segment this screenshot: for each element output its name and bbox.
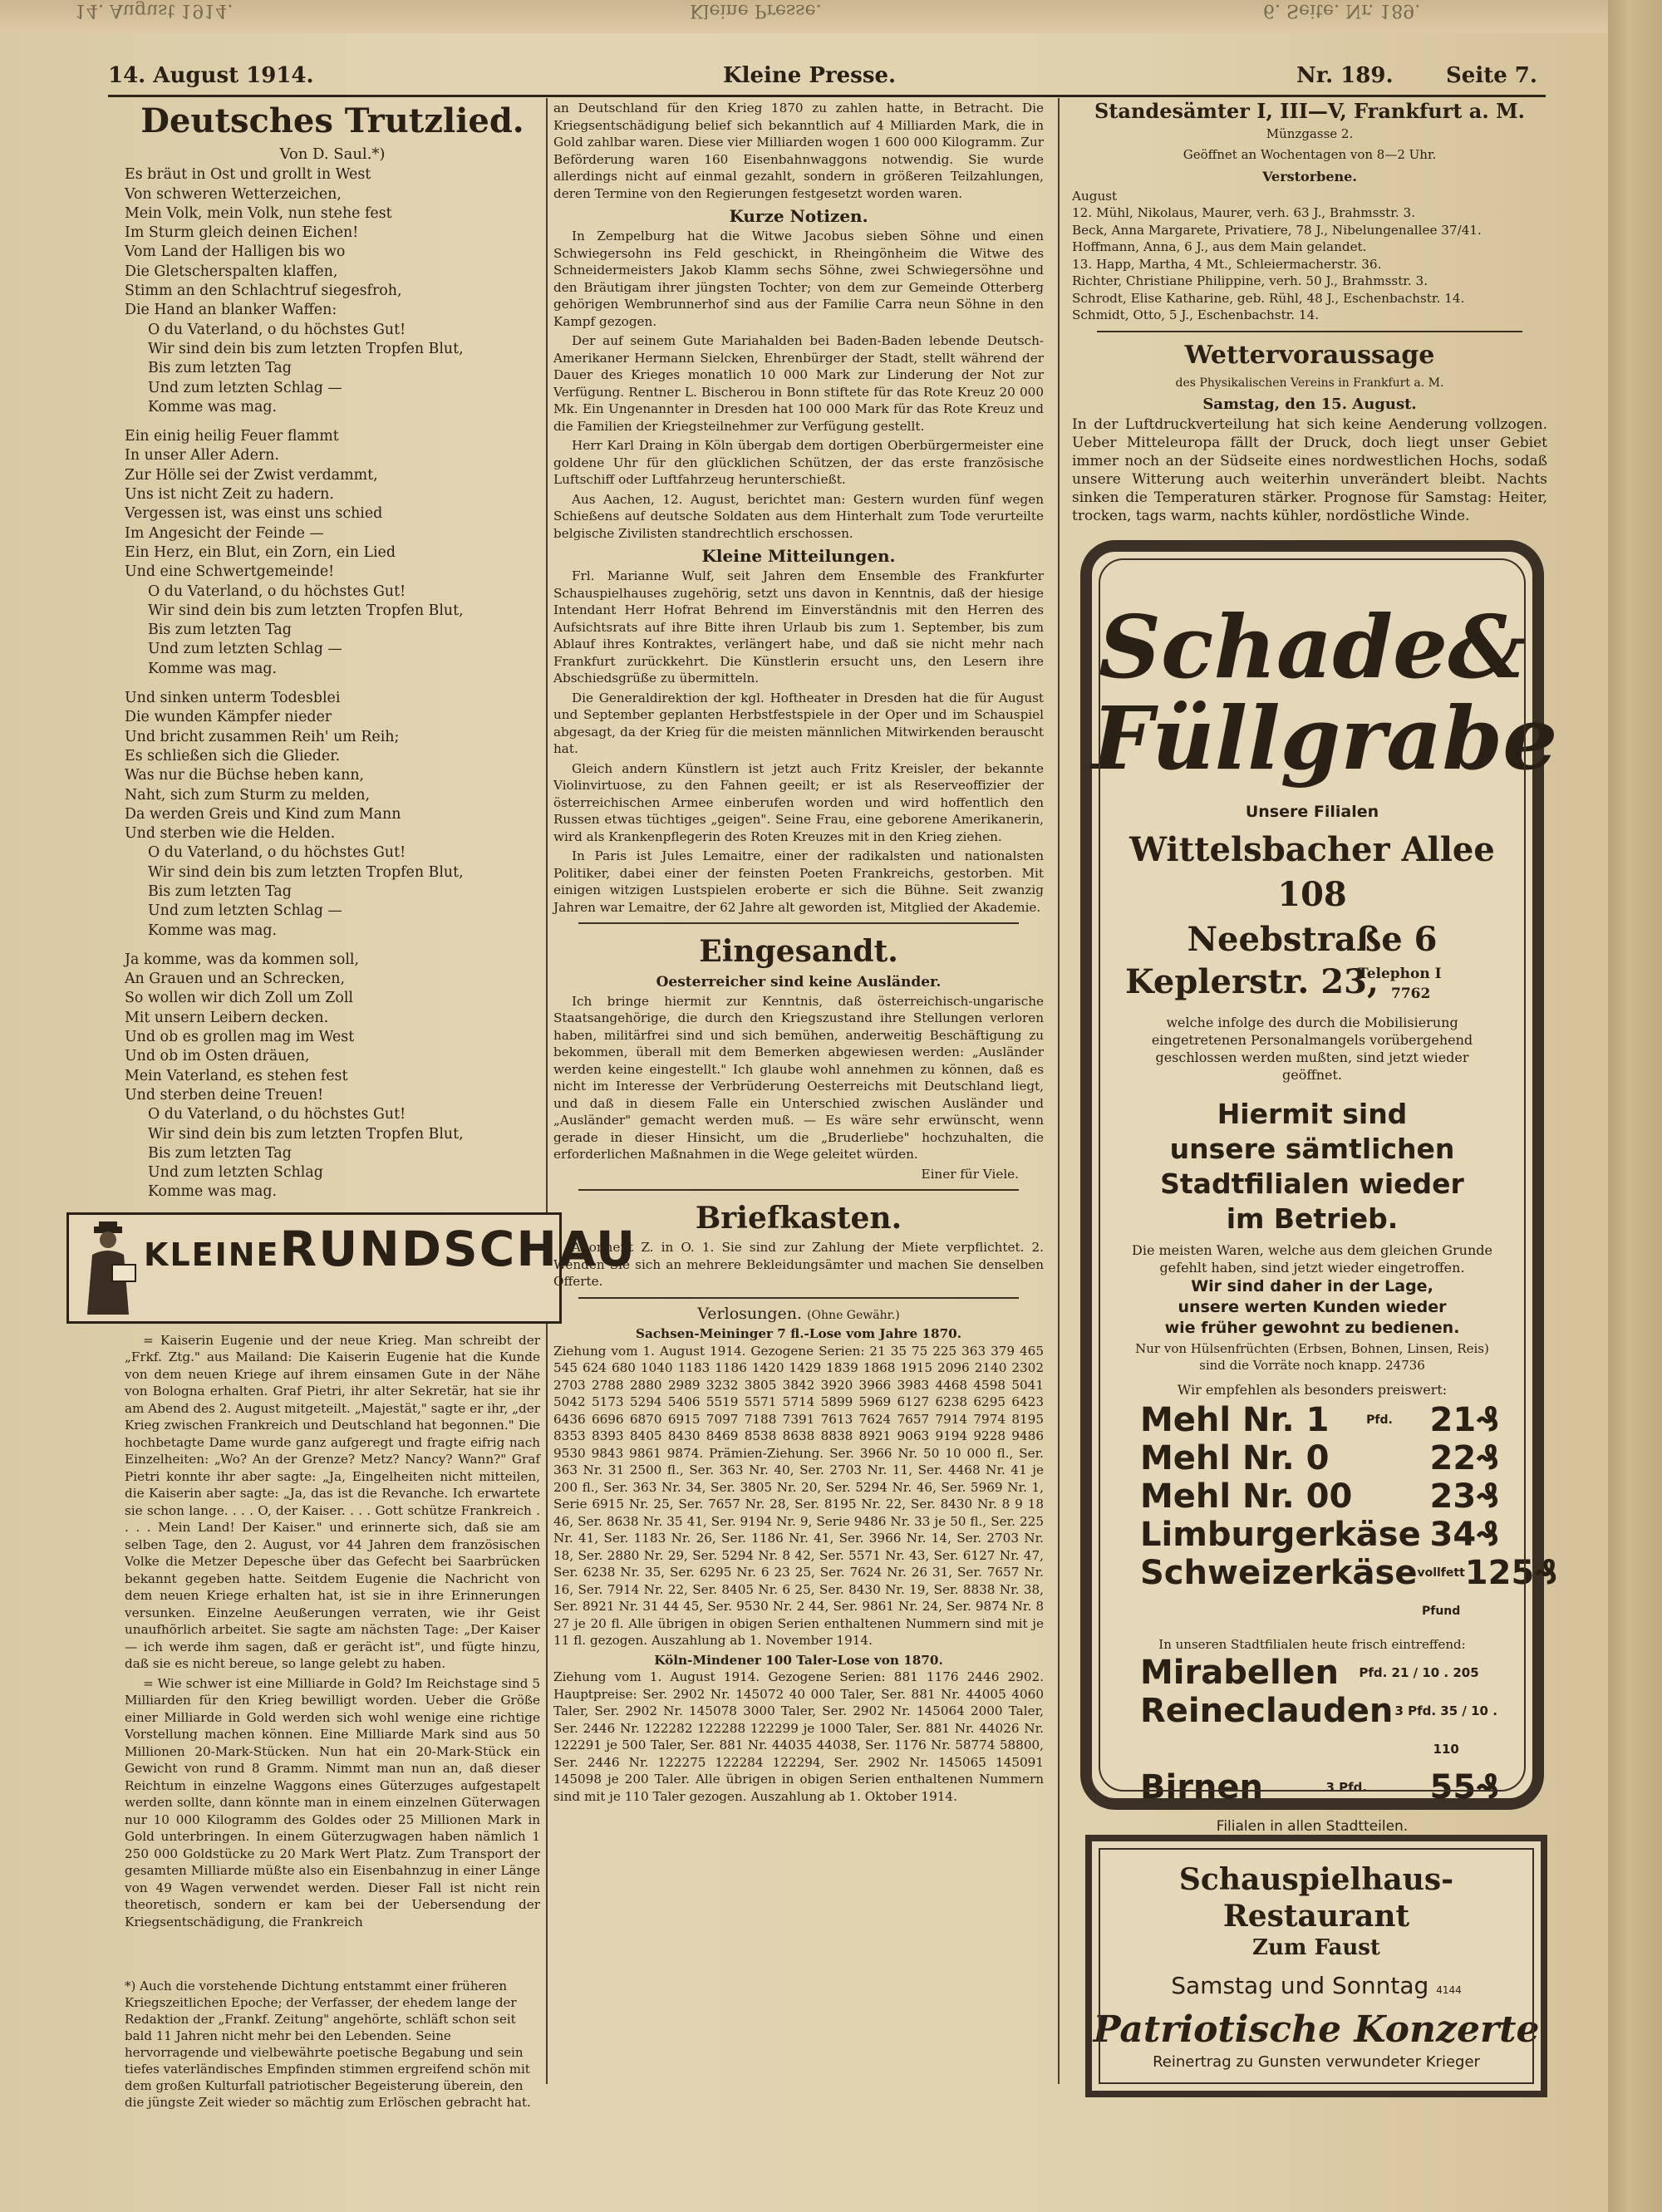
verlosungen-header: Verlosungen. (Ohne Gewähr.) (697, 1304, 900, 1323)
poem-line: Die Hand an blanker Waffen: (125, 302, 337, 319)
fruit-detail: 3 Pfd. (1325, 1780, 1368, 1795)
ad-address-3-row (1092, 962, 1532, 1010)
poem-line: O du Vaterland, o du höchstes Gut! (148, 1106, 406, 1123)
poem-line: Bis zum letzten Tag (148, 882, 292, 900)
ad-schade-fuellgrabe (1080, 540, 1558, 1835)
poem-line: An Grauen und an Schrecken, (125, 971, 345, 988)
poem-line: Uns ist nicht Zeit zu hadern. (125, 486, 334, 504)
poem-line: Die wunden Kämpfer nieder (125, 709, 332, 726)
poem-line: Und zum letzten Schlag (148, 1164, 323, 1182)
reader-figure-icon (79, 1222, 137, 1315)
price-unit: vollfett Pfund (1417, 1566, 1465, 1618)
price-value: 22₰ (1429, 1439, 1499, 1477)
verlosung-heading: Köln-Mindener 100 Taler-Lose von 1870. (654, 1652, 943, 1668)
ad-closed-note: welche infolge des durch die Mobilisierung eingetretenen Personalmangels vorübergehend geschlossen werden mußten, sind jetzt wieder geöffnet. (1151, 1015, 1473, 1083)
poem-line: Zur Hölle sei der Zwist verdammt, (125, 466, 378, 484)
ad-stock-note: Die meisten Waren, welche aus dem gleichen Grunde gefehlt haben, sind jetzt wieder eingetroffen. (1132, 1242, 1492, 1276)
ad-serve-block: Wir sind daher in der Lage, unsere werten Kunden wieder wie früher gewohnt zu bedienen. (1164, 1277, 1460, 1337)
article-continuation: an Deutschland für den Krieg 1870 zu zahlen hatte, in Betracht. Die Kriegsentschädigung belief sich bekanntlich auf 4 Milliarden Mark, die in Gold zahlbar waren. Diese vier Milliarden wogen 1 600 000 Kilogramm. Zur Beförderung waren 160 Eisenbahnwaggons notwendig. Sie wurde allerdings nicht auf einmal gezahlt, sondern in größeren Teilzahlungen, deren Termine von den Regierungen festgesetzt worden waren. (553, 101, 1044, 201)
poem-stanza (125, 689, 540, 941)
column-rule (546, 98, 548, 2084)
ad-address-2: Neebstraße 6 (1187, 920, 1438, 959)
poem-line: In unser Aller Adern. (125, 447, 279, 465)
poem-line: Es bräut in Ost und grollt in West (125, 166, 371, 184)
kurze-item: In Zempelburg hat die Witwe Jacobus sieben Söhne und einen Schwiegersohn ins Feld geschickt, in Rheingönheim die Witwe des Schneidermeisters Jakob Klamm sechs Söhne, zwei Schwiegersöhne und den Bräutigam ihrer jüngsten Tochter; von dem zur Gemeinde Otterberg gehörigen Wembrunnerhof sind aus der Familie Carra neun Söhne in den Kampf gezogen. (553, 229, 1044, 329)
poem-line: O du Vaterland, o du höchstes Gut! (148, 844, 406, 862)
price-unit: Pfd. (1366, 1413, 1393, 1427)
ad-footer: Filialen in allen Stadtteilen. (1216, 1818, 1409, 1835)
verlosung-heading: Sachsen-Meininger 7 fl.-Lose vom Jahre 1870. (635, 1326, 961, 1341)
ad2-line2: Zum Faust (1252, 1935, 1380, 1960)
divider (578, 1297, 1019, 1299)
fruit-item: Mirabellen (1140, 1654, 1340, 1692)
poem-line: Ein Herz, ein Blut, ein Zorn, ein Lied (125, 543, 396, 561)
header-page: Seite 7. (1446, 63, 1537, 88)
poem-line: Vergessen ist, was einst uns schied (125, 505, 383, 523)
poem-line: Wir sind dein bis zum letzten Tropfen Blut, (148, 1125, 464, 1143)
page-header (108, 58, 1546, 97)
poem-line: Ein einig heilig Feuer flammt (125, 428, 339, 445)
divider (578, 1189, 1019, 1191)
column-rule (1058, 98, 1060, 2084)
column-2 (553, 100, 1044, 1807)
wetter-day: Samstag, den 15. August. (1202, 396, 1417, 414)
standesamt-hours: Geöffnet an Wochentagen von 8—2 Uhr. (1183, 147, 1437, 163)
price-value: 34₰ (1429, 1516, 1499, 1554)
poem-line: Und zum letzten Schlag — (148, 379, 342, 396)
poem-line: Und zum letzten Schlag — (148, 641, 342, 658)
poem-author: Von D. Saul.*) (279, 145, 386, 163)
death-entry: Beck, Anna Margarete, Privatiere, 78 J., Nibelungenallee 37/41. (1072, 222, 1482, 238)
price-item: Schweizerkäse (1140, 1554, 1418, 1592)
ad2-line1: Schauspielhaus-Restaurant (1178, 1862, 1454, 1934)
poem-line: Komme was mag. (148, 660, 278, 677)
poem-line: Stimm an den Schlachtruf siegesfroh, (125, 283, 402, 300)
death-entry: 13. Happ, Martha, 4 Mt., Schleiermacherstr. 36. (1072, 256, 1382, 272)
poem-line: Ja komme, was da kommen soll, (125, 951, 359, 968)
poem-line: Und sterben deine Treuen! (125, 1086, 324, 1104)
column-1 (125, 100, 637, 1933)
wetter-source: des Physikalischen Vereins in Frankfurt a. M. (1175, 376, 1444, 390)
header-masthead: Kleine Presse. (723, 63, 897, 88)
briefkasten-body: Abonnent Z. in O. 1. Sie sind zur Zahlung der Miete verpflichtet. 2. Wenden Sie sich an mehrere Bekleidungsämter und machen Sie denselben Offerte. (553, 1240, 1044, 1289)
ad-telephone-number: 7762 (1391, 986, 1431, 1002)
poem-line: Vom Land der Halligen bis wo (125, 243, 346, 261)
eingesandt-title: Eingesandt. (699, 934, 898, 969)
poem-line: Im Angesicht der Feinde — (125, 524, 324, 542)
verstorbene-month: August (1072, 188, 1118, 204)
poem-body (125, 165, 540, 1202)
fruit-item: Reineclauden (1140, 1692, 1394, 1730)
wetter-body: In der Luftdruckverteilung hat sich keine Aenderung vollzogen. Ueber Mitteleuropa fällt der Druck, doch liegt unser Gebiet immer noch an der Südseite eines nordwestlichen Hochs, sodaß unsere Witterung auch weiterhin unverändert bleibt. Nachts sinken die Temperaturen stärker. Prognose für Samstag: Heiter, trocken, tags warm, nachts kühler, nordöstliche Winde. (1072, 416, 1547, 525)
mitteilung-item: Frl. Marianne Wulf, seit Jahren dem Ensemble des Frankfurter Schauspielhauses zugehörig, setzt uns davon in Kenntnis, daß der hiesige Intendant Herr Hofrat Behrend im Einverständnis mit den Herren des Aufsichtsrats auf ihre Bitte ihren Urlaub bis zum 1. September, bis zum Ablauf ihres Kontraktes, verlängert habe, und daß sie nicht mehr nach Frankfurt zurückkehrt. Die Künstlerin ersucht uns, den Lesern ihre Abschiedsgrüße zu übermitteln. (553, 568, 1044, 686)
poem-line: Im Sturm gleich deinen Eichen! (125, 224, 359, 242)
price-value: 125₰ (1464, 1554, 1558, 1592)
ad-address-3: Keplerstr. 23, (1125, 962, 1379, 1001)
price-value: 21₰ (1429, 1401, 1499, 1439)
article-eugenie: = Kaiserin Eugenie und der neue Krieg. Man schreibt der „Frkf. Ztg." aus Mailand: Die Kaiserin Eugenie hat die Kunde von dem neuen Kriege auf ihrem einsamen Gute in der Nähe von Bologna erhalten. Graf Pietri, ihr alter Sekretär, hat sie ihr am Abend des 2. August mitgeteilt. „Majestät," sagte er ihr, „der Krieg zwischen Frankreich und Deutschland hat begonnen." Die hochbetagte Dame wurde ganz aufgeregt und fragte eifrig nach Einzelheiten: „Wo? An der Grenze? Metz? Nancy? Wann?" Graf Pietri konnte ihr aber sagte: „Ja, Eingelheiten nicht mitteilen, die Kaiserin aber sagte: „Ja, das ist die Revanche. Ich erwartete sie schon lange. . . . O, der Kaiser. . . . Gott schütze Frankreich . . . . Mein Land! Der Kaiser." und erinnerte sich, daß sie am selben Tage, den 2. August, vor 44 Jahren dem französischen Volke die Metzer Depesche über das Gefecht bei Saarbrücken bekannt gegeben hatte. Seitdem Eugenie die Nachricht von dem neuen Kriege erhalten hat, ist sie in ihre Erinnerungen versunken. Einzelne Aeußerungen verraten, wie ihr Geist unaufhörlich arbeitet. Sie sagte am nächsten Tage: „Der Kaiser — ich werde ihm sagen, daß er gerächt ist", und fügte hinzu, daß sie es nicht bereue, so lange gelebt zu haben. (125, 1332, 540, 1672)
ghost-header-right: 6. Seite. Nr. 189. (1263, 0, 1421, 21)
ghost-header-center: Kleine Presse. (690, 0, 822, 21)
fruit-detail: Pfd. 21 / 10 . 205 (1359, 1665, 1479, 1680)
verlosung-list: Ziehung vom 1. August 1914. Gezogene Serien: 21 35 75 225 363 379 465 545 624 680 1040 1183 1186 1420 1429 1839 1868 1915 2096 2140 2302 2703 2788 2880 2989 3232 3805 3842 3920 3966 3983 4468 4598 5041 5042 5173 5294 5406 5519 5571 5714 5899 5969 6127 6238 6295 6423 6436 6696 6870 6915 7097 7188 7391 7613 7624 7657 7914 7974 8195 8353 8393 8405 8430 8469 8538 8638 8838 8921 9063 9194 9228 9486 9530 9843 9861 9874. Prämien-Ziehung. Ser. 3966 Nr. 50 10 000 fl., Ser. 363 Nr. 31 2500 fl., Ser. 363 Nr. 40, Ser. 2703 Nr. 11, Ser. 4468 Nr. 41 je 200 fl., Ser. 363 Nr. 34, Ser. 3805 Nr. 20, Ser. 5294 Nr. 46, Ser. 5969 Nr. 1, Serie 6915 Nr. 25, Ser. 7657 Nr. 28, Ser. 8195 Nr. 22, Ser. 8430 Nr. 8 9 18 46, Ser. 8638 Nr. 35 41, Ser. 9194 Nr. 9, Serie 9486 Nr. 33 je 50 fl., Ser. 225 Nr. 41, Ser. 1183 Nr. 26, Ser. 1186 Nr. 41, Ser. 3966 Nr. 14, Ser. 2703 Nr. 18, Ser. 2880 Nr. 29, Ser. 5294 Nr. 8 42, Ser. 5571 Nr. 43, Ser. 6127 Nr. 47, Ser. 6238 Nr. 35, Ser. 6295 Nr. 6 23 25, Ser. 7624 Nr. 26 31, Ser. 7657 Nr. 16, Ser. 7914 Nr. 22, Ser. 8405 Nr. 6 25, Ser. 8430 Nr. 19, Ser. 8838 Nr. 38, Ser. 8921 Nr. 31 44 45, Ser. 9530 Nr. 2 44, Ser. 9861 Nr. 24, Ser. 9874 Nr. 8 27 je 20 fl. Alle übrigen in obigen Serien enthaltenen Nummern sind mit je 11 fl. gezogen. Auszahlung ab 1. November 1914. (553, 1343, 1044, 1648)
verstorbene-title: Verstorbene. (1262, 168, 1357, 184)
poem-line: Mein Volk, mein Volk, nun stehe fest (125, 204, 392, 222)
verstorbene-list (1072, 204, 1547, 324)
price-item: Mehl Nr. 0 (1140, 1439, 1330, 1477)
poem-stanza (125, 427, 540, 679)
poem-line: So wollen wir dich Zoll um Zoll (125, 990, 353, 1007)
ad-address-1: Wittelsbacher Allee 108 (1129, 830, 1495, 914)
poem-line: Und sinken unterm Todesblei (125, 690, 341, 707)
death-entry: Richter, Christiane Philippine, verh. 50 J., Brahmsstr. 3. (1072, 273, 1428, 289)
poem-line: Und ob es grollen mag im West (125, 1029, 355, 1046)
price-item: Mehl Nr. 00 (1140, 1477, 1353, 1516)
ad2-line4: Patriotische Konzerte (1093, 2008, 1540, 2051)
standesamt-address: Münzgasse 2. (1266, 126, 1354, 141)
ad-schauspielhaus (1085, 1835, 1547, 2097)
page-edge (1608, 0, 1662, 2212)
poem-line: Komme was mag. (148, 398, 278, 415)
poem-stanza (125, 951, 540, 1202)
poem-footnote: *) Auch die vorstehende Dichtung entstammt einer früheren Kriegszeitlichen Epoche; der Verfasser, der ehedem lange der Redaktion der „Frankf. Zeitung" angehörte, schläft schon seit bald 11 Jahren nicht mehr bei den Lebenden. Seine hervorragende und vielbewährte poetische Begabung und sein tiefes vaterländisches Empfinden stimmen ergreifend schön mit dem großen Kulturfall patriotischer Begeisterung überein, den die jüngste Zeit wieder so mächtig zum Erlöschen gebracht hat. (125, 1979, 531, 2110)
divider (578, 922, 1019, 924)
rundschau-banner (66, 1212, 637, 1324)
poem-line: Von schweren Wetterzeichen, (125, 185, 342, 203)
poem-line: Mit unsern Leibern decken. (125, 1009, 329, 1026)
briefkasten-title: Briefkasten. (695, 1201, 902, 1236)
mitteilung-item: In Paris ist Jules Lemaitre, einer der radikalsten und nationalsten Politiker, dabei einer der feinsten Poeten Frankreichs, gestorben. Mit einigen witzigen Lustspielen eroberte er sich die Bühne. Seit zwanzig Jahren war Lemaitre, der 62 Jahre alt geworden ist, Mitglied der Akademie. (553, 848, 1044, 915)
death-entry: Schmidt, Otto, 5 J., Eschenbachstr. 14. (1072, 307, 1320, 323)
poem-line: Und sterben wie die Helden. (125, 825, 336, 843)
header-issue: Nr. 189. (1296, 63, 1394, 88)
mitteilung-item: Die Generaldirektion der kgl. Hoftheater in Dresden hat die für August und September geplanten Herbstfestspiele in der Oper und im Schauspiel abgesagt, da der Krieg für die meisten männlichen Mitwirkenden berauscht hat. (553, 690, 1044, 756)
header-date: 14. August 1914. (108, 63, 314, 88)
eingesandt-subtitle: Oesterreicher sind keine Ausländer. (656, 974, 942, 990)
poem-line: Und ob im Osten dräuen, (125, 1048, 310, 1065)
eingesandt-signature: Einer für Viele. (921, 1166, 1019, 1182)
price-item: Mehl Nr. 1 (1140, 1401, 1330, 1439)
poem-line: Bis zum letzten Tag (148, 360, 292, 377)
ad2-line5: Reinertrag zu Gunsten verwundeter Krieger (1153, 2053, 1480, 2071)
standesamt-title: Standesämter I, III—V, Frankfurt a. M. (1094, 99, 1525, 123)
banner-text: KLEINERUNDSCHAU (144, 1220, 637, 1277)
kurze-item: Der auf seinem Gute Mariahalden bei Baden-Baden lebende Deutsch-Amerikaner Hermann Sielcken, Ehrenbürger der Stadt, stellt während der Dauer des Krieges monatlich 10 000 Mark zur Linderung der Not zur Verfügung. Rentner L. Bischerou in Bonn stiftete für das Rote Kreuz 20 000 Mk. Ein Ungenannter in Dresden hat 100 000 Mark für das Rote Kreuz und die Familien der Kriegsteilnehmer zur Verfügung gestellt. (553, 333, 1044, 434)
ad-filialen: Unsere Filialen (1245, 803, 1379, 821)
divider (1097, 331, 1522, 332)
poem-line: O du Vaterland, o du höchstes Gut! (148, 321, 406, 338)
mitteilung-item: Gleich andern Künstlern ist jetzt auch Fritz Kreisler, der bekannte Violinvirtuose, zu den Fahnen geeilt; er ist als Reserveoffizier der österreichischen Armee einberufen worden und wird hoffentlich den Russen etwas tüchtiges „geigen". Seine Frau, eine geborene Amerikanerin, wird als Krankenpflegerin des Roten Kreuzes mit in den Krieg ziehen. (553, 760, 1044, 844)
price-value: 23₰ (1429, 1477, 1499, 1516)
poem-line: Und zum letzten Schlag — (148, 902, 342, 920)
article-milliarde: = Wie schwer ist eine Milliarde in Gold? Im Reichstage sind 5 Milliarden für den Krieg bewilligt worden. Ueber die Größe einer Milliarde in Gold werden sich wohl wenige eine richtige Vorstellung machen können. Eine Milliarde Mark sind aus 50 Millionen 20-Mark-Stücken. Nun hat ein 20-Mark-Stück ein Gewicht von rund 8 Gramm. Nimmt man nun an, daß dieser Reichtum in einzelne Waggons eines Güterzuges aufgestapelt werden sollte, dann könnte man in einem einzelnen Güterwagen nur 10 000 Kilogramm des Goldes oder 25 Millionen Mark in Gold unterbringen. In einem Güterzugwagen haben nämlich 1 250 000 Goldstücke zu 20 Mark Wert Platz. Zum Transport der gesamten Milliarde müßte also ein Eisenbahnzug in einer Länge von 49 Wagen verwendet werden. Dieser Fall ist nicht rein theoretisch, sondern er kam bei der Uebersendung der Kriegsentschädigung, die Frankreich (125, 1675, 540, 1929)
column-3 (1072, 100, 1547, 528)
poem-stanza (125, 165, 540, 417)
wetter-title: Wettervoraussage (1184, 340, 1435, 370)
kurze-notizen-title: Kurze Notizen. (729, 206, 868, 226)
poem-line: Mein Vaterland, es stehen fest (125, 1067, 348, 1084)
poem-line: O du Vaterland, o du höchstes Gut! (148, 582, 406, 600)
mitteilungen-title: Kleine Mitteilungen. (701, 546, 896, 566)
poem-line: Die Gletscherspalten klaffen, (125, 263, 338, 280)
poem-line: Was nur die Büchse heben kann, (125, 767, 365, 784)
poem-line: Und bricht zusammen Reih' um Reih; (125, 728, 400, 745)
poem-line: Da werden Greis und Kind zum Mann (125, 805, 401, 823)
poem-line: Komme was mag. (148, 922, 278, 939)
poem-line: Komme was mag. (148, 1183, 278, 1201)
ad2-inner-border (1099, 1848, 1534, 2084)
poem-line: Und eine Schwertgemeinde! (125, 563, 335, 581)
poem-line: Bis zum letzten Tag (148, 622, 292, 639)
ad-brand-line1: Schade& (1098, 596, 1527, 698)
fruit-item: Birnen (1140, 1768, 1264, 1806)
poem-line: Bis zum letzten Tag (148, 1144, 292, 1162)
ad-inner-border (1099, 558, 1526, 1792)
kurze-item: Aus Aachen, 12. August, berichtet man: Gestern wurden fünf wegen Schießens auf deutsche Soldaten aus dem Hinterhalt zum Tode verurteilte belgische Zivilisten standrechtlich erschossen. (553, 491, 1044, 541)
poem-line: Wir sind dein bis zum letzten Tropfen Blut, (148, 602, 464, 619)
ad-reopen-block: Hiermit sind unsere sämtlichen Stadtfilialen wieder im Betrieb. (1160, 1098, 1464, 1235)
ad-recommend: Wir empfehlen als besonders preiswert: (1177, 1382, 1448, 1398)
poem-line: Wir sind dein bis zum letzten Tropfen Blut, (148, 340, 464, 357)
death-entry: Schrodt, Elise Katharine, geb. Rühl, 48 J., Eschenbachstr. 14. (1072, 290, 1465, 306)
poem-line: Naht, sich zum Sturm zu melden, (125, 786, 370, 804)
poem-title: Deutsches Trutzlied. (140, 101, 524, 140)
ad2-line3: Samstag und Sonntag 4144 (1171, 1972, 1462, 1999)
ad-telephone-label: Telephon I (1358, 966, 1442, 982)
kurze-item: Herr Karl Draing in Köln übergab dem dortigen Oberbürgermeister eine goldene Uhr für den glücklichen Schützen, der das erste französische Luftschiff oder Luftfahrzeug herunterschießt. (553, 438, 1044, 487)
ad-brand-line2: Füllgrabe (1092, 687, 1558, 789)
fruit-detail: 3 Pfd. 35 / 10 . 110 (1394, 1703, 1497, 1757)
poem-line: Wir sind dein bis zum letzten Tropfen Blut, (148, 863, 464, 881)
poem-line: Es schließen sich die Glieder. (125, 747, 341, 764)
eingesandt-body: Ich bringe hiermit zur Kenntnis, daß österreichisch-ungarische Staatsangehörige, die durch den Kriegszustand ihre Stellungen verloren haben, militärfrei sind und sich bemühen, anderweitig Beschäftigung zu bekommen, überall mit dem Bemerken abgewiesen werden: „Ausländer werden keine eingestellt." Ich glaube wohl annehmen zu können, daß es nicht im Interesse der Verbrüderung Oesterreichs mit Deutschland liegt, und daß in diesem Falle ein Unterschied zwischen Ausländer und „Ausländer" gemacht werden muß. — Es wäre sehr erwünscht, wenn gerade in dieser Hinsicht, um die „Bruderliebe" hochzuhalten, die erforderlichen Maßnahmen in die Wege geleitet würden. (553, 993, 1044, 1162)
verlosung-list: Ziehung vom 1. August 1914. Gezogene Serien: 881 1176 2446 2902. Hauptpreise: Ser. 2902 Nr. 145072 40 000 Taler, Ser. 881 Nr. 44005 4060 Taler, Ser. 2902 Nr. 145078 3000 Taler, Ser. 2902 Nr. 145064 2000 Taler, Ser. 2446 Nr. 122282 122288 122299 je 1000 Taler, Ser. 881 Nr. 44026 Nr. 122291 je 500 Taler, Ser. 881 Nr. 44035 44038, Ser. 1176 Nr. 58774 58800, Ser. 2446 Nr. 122275 122284 122294, Ser. 2902 Nr. 145065 145091 145098 je 200 Taler. Alle übrigen in obigen Serien enthaltenen Nummern sind mit je 110 Taler gezogen. Auszahlung ab 1. Oktober 1914. (553, 1669, 1044, 1804)
death-entry: Hoffmann, Anna, 6 J., aus dem Main gelandet. (1072, 239, 1367, 255)
death-entry: 12. Mühl, Nikolaus, Maurer, verh. 63 J., Brahmsstr. 3. (1072, 205, 1416, 221)
price-item: Limburgerkäse (1140, 1516, 1421, 1554)
fruit-price: 55₰ (1429, 1768, 1499, 1806)
ad-legumes-note: Nur von Hülsenfrüchten (Erbsen, Bohnen, Linsen, Reis) sind die Vorräte noch knapp. 24736 (1135, 1341, 1489, 1373)
ghost-header-left: 14. August 1914. (75, 0, 234, 21)
ad-fresh: In unseren Stadtfilialen heute frisch eintreffend: (1158, 1637, 1466, 1652)
